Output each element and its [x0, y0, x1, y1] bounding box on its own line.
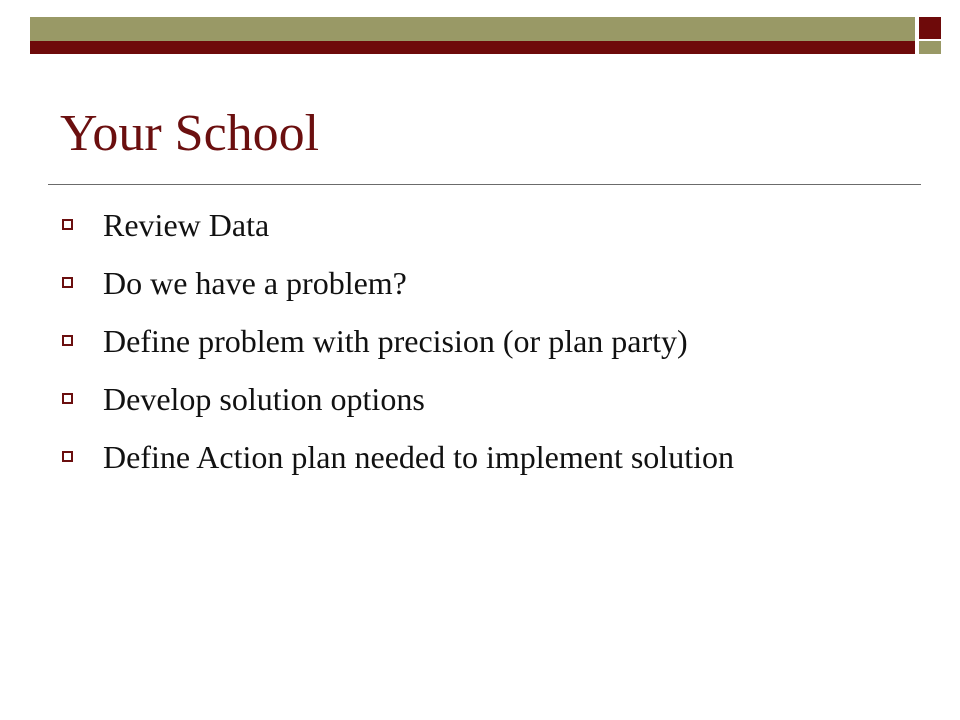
header-square-olive: [919, 41, 941, 54]
bullet-item: [62, 434, 922, 480]
bullet-text: Review Data: [103, 207, 270, 243]
bullet-item: [62, 260, 922, 306]
title-divider: [48, 184, 921, 185]
bullet-text: Define Action plan needed to implement solution: [103, 439, 734, 475]
bullet-text: Develop solution options: [103, 381, 425, 417]
bullet-item: [62, 376, 922, 422]
bullet-list: [62, 202, 922, 492]
hollow-square-icon: [62, 451, 73, 462]
hollow-square-icon: [62, 219, 73, 230]
hollow-square-icon: [62, 335, 73, 346]
bullet-text: Define problem with precision (or plan party): [103, 323, 688, 359]
header-band-olive: [30, 17, 915, 41]
bullet-text: Do we have a problem?: [103, 265, 407, 301]
hollow-square-icon: [62, 393, 73, 404]
header-band-maroon: [30, 41, 915, 54]
hollow-square-icon: [62, 277, 73, 288]
bullet-item: [62, 202, 922, 248]
slide-title: Your School: [60, 105, 320, 162]
bullet-item: [62, 318, 922, 364]
header-square-maroon: [919, 17, 941, 39]
